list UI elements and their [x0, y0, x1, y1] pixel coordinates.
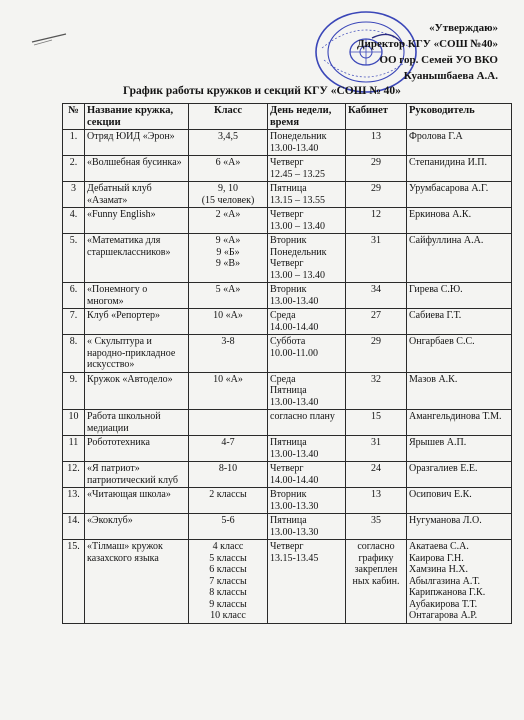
cell-time: Пятница 13.00-13.30	[268, 514, 346, 540]
cell-grade: 5-6	[189, 514, 268, 540]
cell-room: 27	[346, 309, 407, 335]
cell-leader: Мазов А.К.	[407, 372, 512, 410]
approve-line: «Утверждаю»	[429, 22, 498, 34]
cell-time: Пятница 13.00-13.40	[268, 436, 346, 462]
cell-no: 14.	[63, 514, 85, 540]
cell-time: Вторник Понедельник Четверг 13.00 – 13.40	[268, 234, 346, 283]
cell-room: 29	[346, 335, 407, 373]
approve-line: Директор КГУ «СОШ №40»	[356, 38, 498, 50]
cell-name: «Понемногу о многом»	[85, 283, 189, 309]
cell-no: 2.	[63, 156, 85, 182]
cell-leader: Осипович Е.К.	[407, 488, 512, 514]
cell-grade: 4-7	[189, 436, 268, 462]
cell-time: Вторник 13.00-13.30	[268, 488, 346, 514]
cell-grade: 10 «А»	[189, 309, 268, 335]
cell-no: 7.	[63, 309, 85, 335]
cell-time: Среда 14.00-14.40	[268, 309, 346, 335]
cell-no: 8.	[63, 335, 85, 373]
cell-leader: Нугуманова Л.О.	[407, 514, 512, 540]
cell-no: 6.	[63, 283, 85, 309]
cell-grade: 3-8	[189, 335, 268, 373]
cell-leader: Степанидина И.П.	[407, 156, 512, 182]
cell-name: Клуб «Репортер»	[85, 309, 189, 335]
table-row	[63, 182, 512, 208]
cell-name: Дебатный клуб «Азамат»	[85, 182, 189, 208]
cell-room: 12	[346, 208, 407, 234]
cell-grade: 5 «А»	[189, 283, 268, 309]
cell-leader: Амангельдинова Т.М.	[407, 410, 512, 436]
cell-grade: 2 «А»	[189, 208, 268, 234]
cell-time: Четверг 13.00 – 13.40	[268, 208, 346, 234]
pen-scratch-mark	[30, 28, 70, 48]
cell-time: Четверг 12.45 – 13.25	[268, 156, 346, 182]
table-row	[63, 309, 512, 335]
cell-time: Четверг 14.00-14.40	[268, 462, 346, 488]
cell-name: Кружок «Автодело»	[85, 372, 189, 410]
cell-room: 13	[346, 130, 407, 156]
table-row	[63, 283, 512, 309]
cell-grade: 9, 10 (15 человек)	[189, 182, 268, 208]
cell-leader: Сайфуллина А.А.	[407, 234, 512, 283]
cell-name: «Тілмаш» кружок казахского языка	[85, 540, 189, 624]
table-row	[63, 156, 512, 182]
cell-name: «Я патриот» патриотический клуб	[85, 462, 189, 488]
approve-line: ОО гор. Семей УО ВКО	[379, 54, 498, 66]
approve-line: Куанышбаева А.А.	[403, 70, 498, 82]
cell-leader: Онгарбаев С.С.	[407, 335, 512, 373]
cell-room: 31	[346, 436, 407, 462]
cell-no: 3	[63, 182, 85, 208]
cell-leader: Сабиева Г.Т.	[407, 309, 512, 335]
cell-grade: 4 класс 5 классы 6 классы 7 классы 8 классы 9 классы 10 класс	[189, 540, 268, 624]
cell-name: «Волшебная бусинка»	[85, 156, 189, 182]
cell-room: 32	[346, 372, 407, 410]
cell-name: Робототехника	[85, 436, 189, 462]
cell-room: 29	[346, 156, 407, 182]
cell-grade: 8-10	[189, 462, 268, 488]
cell-room: 35	[346, 514, 407, 540]
cell-room: 34	[346, 283, 407, 309]
cell-grade: 6 «А»	[189, 156, 268, 182]
cell-grade: 10 «А»	[189, 372, 268, 410]
column-header: Руководитель	[407, 104, 512, 130]
cell-grade	[189, 410, 268, 436]
table-header-row	[63, 104, 512, 130]
table-row	[63, 488, 512, 514]
table-row	[63, 462, 512, 488]
cell-time: согласно плану	[268, 410, 346, 436]
cell-time: Четверг 13.15-13.45	[268, 540, 346, 624]
table-row	[63, 514, 512, 540]
cell-leader: Ярышев А.П.	[407, 436, 512, 462]
cell-room: 31	[346, 234, 407, 283]
table-row	[63, 130, 512, 156]
cell-grade: 9 «А» 9 «Б» 9 «В»	[189, 234, 268, 283]
cell-room: 24	[346, 462, 407, 488]
cell-name: «Funny English»	[85, 208, 189, 234]
cell-name: Работа школьной медиации	[85, 410, 189, 436]
cell-no: 9.	[63, 372, 85, 410]
cell-name: «Математика для старшеклассников»	[85, 234, 189, 283]
table-row	[63, 436, 512, 462]
table-row	[63, 372, 512, 410]
cell-grade: 2 классы	[189, 488, 268, 514]
cell-leader: Урумбасарова А.Г.	[407, 182, 512, 208]
cell-name: « Скульптура и народно-прикладное искусство»	[85, 335, 189, 373]
cell-leader: Гирева С.Ю.	[407, 283, 512, 309]
table-row	[63, 540, 512, 624]
table-row	[63, 208, 512, 234]
cell-room: 13	[346, 488, 407, 514]
column-header: №	[63, 104, 85, 130]
column-header: День недели, время	[268, 104, 346, 130]
cell-time: Пятница 13.15 – 13.55	[268, 182, 346, 208]
table-row	[63, 410, 512, 436]
column-header: Название кружка, секции	[85, 104, 189, 130]
cell-no: 11	[63, 436, 85, 462]
column-header: Кабинет	[346, 104, 407, 130]
cell-no: 12.	[63, 462, 85, 488]
cell-no: 1.	[63, 130, 85, 156]
cell-leader: Акатаева С.А. Каирова Г.Н. Хамзина Н.Х. Абылгазина А.Т. Карипжанова Г.К. Аубакирова Т.Т. Онтагарова А.Р.	[407, 540, 512, 624]
cell-time: Среда Пятница 13.00-13.40	[268, 372, 346, 410]
cell-name: Отряд ЮИД «Эрон»	[85, 130, 189, 156]
cell-grade: 3,4,5	[189, 130, 268, 156]
cell-time: Суббота 10.00-11.00	[268, 335, 346, 373]
schedule-table	[62, 103, 512, 624]
cell-time: Понедельник 13.00-13.40	[268, 130, 346, 156]
cell-no: 10	[63, 410, 85, 436]
cell-no: 5.	[63, 234, 85, 283]
cell-room: 15	[346, 410, 407, 436]
cell-name: «Читающая школа»	[85, 488, 189, 514]
table-row	[63, 234, 512, 283]
cell-leader: Фролова Г.А	[407, 130, 512, 156]
cell-no: 13.	[63, 488, 85, 514]
cell-time: Вторник 13.00-13.40	[268, 283, 346, 309]
cell-leader: Еркинова А.К.	[407, 208, 512, 234]
cell-room: согласно графику закреплен ных кабин.	[346, 540, 407, 624]
cell-leader: Оразгалиев Е.Е.	[407, 462, 512, 488]
cell-name: «Экоклуб»	[85, 514, 189, 540]
cell-no: 15.	[63, 540, 85, 624]
cell-room: 29	[346, 182, 407, 208]
document-title: График работы кружков и секций КГУ «СОШ № 40»	[123, 85, 401, 97]
cell-no: 4.	[63, 208, 85, 234]
column-header: Класс	[189, 104, 268, 130]
approval-block	[268, 20, 498, 84]
table-row	[63, 335, 512, 373]
